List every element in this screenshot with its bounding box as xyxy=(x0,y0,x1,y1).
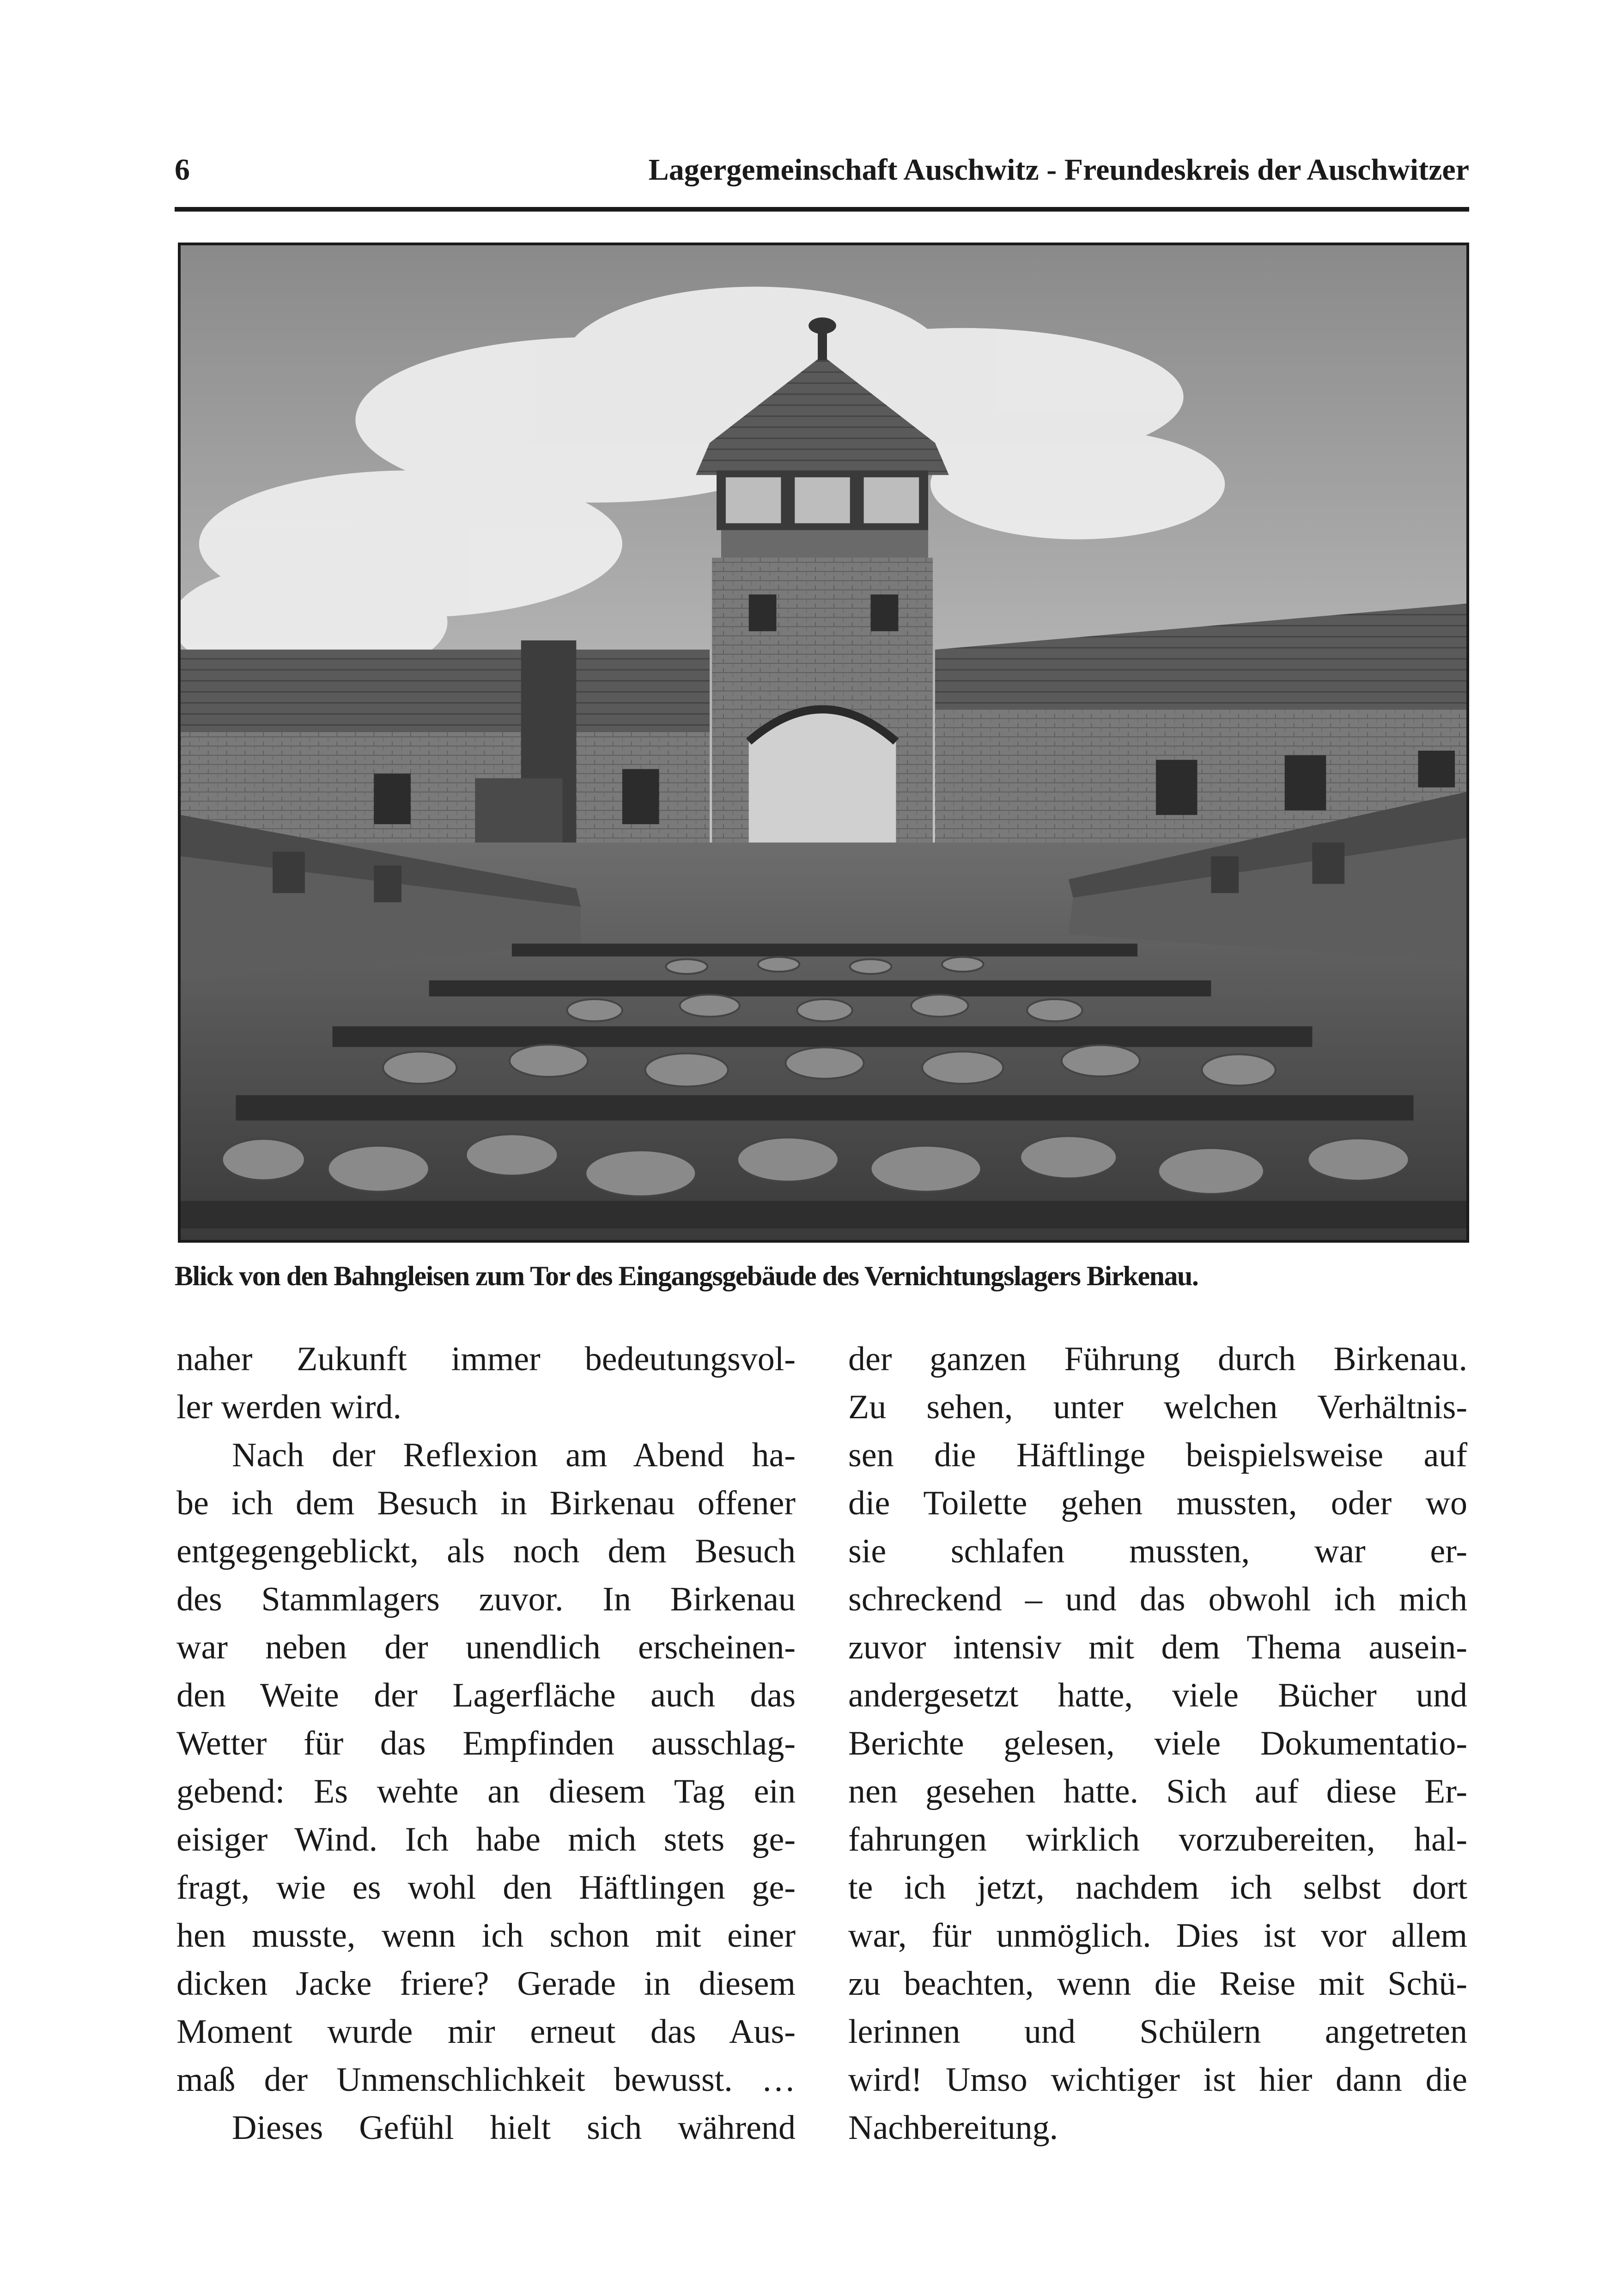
text-line: war neben der unendlich erscheinen- xyxy=(176,1628,796,1666)
text-line: maß der Unmenschlichkeit bewusst. … xyxy=(176,2061,796,2099)
text-line: lerinnen und Schülern angetreten xyxy=(848,2013,1467,2051)
text-line: zu beachten, wenn die Reise mit Schü- xyxy=(848,1965,1467,2003)
text-line: Zu sehen, unter welchen Verhältnis- xyxy=(848,1388,1467,1426)
text-line: Nachbereitung. xyxy=(848,2109,1058,2147)
text-line: Nach der Reflexion am Abend ha- xyxy=(232,1436,796,1474)
text-line: fragt, wie es wohl den Häftlingen ge- xyxy=(176,1869,796,1907)
text-line: dicken Jacke friere? Gerade in diesem xyxy=(176,1965,796,2003)
text-line: Dieses Gefühl hielt sich während xyxy=(232,2109,796,2147)
header-rule xyxy=(175,207,1469,212)
running-title: Lagergemeinschaft Auschwitz - Freundeskreis der Auschwitzer xyxy=(648,153,1469,187)
body-column-right xyxy=(848,1335,1467,2152)
photo-birkenau-gate xyxy=(178,243,1469,1243)
text-line: gebend: Es wehte an diesem Tag ein xyxy=(176,1773,796,1810)
text-line: wird! Umso wichtiger ist hier dann die xyxy=(848,2061,1467,2099)
text-line: der ganzen Führung durch Birkenau. xyxy=(848,1340,1467,1378)
text-line: te ich jetzt, nachdem ich selbst dort xyxy=(848,1869,1467,1907)
text-line: nen gesehen hatte. Sich auf diese Er- xyxy=(848,1773,1467,1810)
text-line: Moment wurde mir erneut das Aus- xyxy=(176,2013,796,2051)
text-line: Wetter für das Empfinden ausschlag- xyxy=(176,1725,796,1762)
text-line: schreckend – und das obwohl ich mich xyxy=(848,1580,1467,1618)
text-line: den Weite der Lagerfläche auch das xyxy=(176,1676,796,1714)
text-line: hen musste, wenn ich schon mit einer xyxy=(176,1917,796,1955)
text-line: zuvor intensiv mit dem Thema ausein- xyxy=(848,1628,1467,1666)
text-line: sie schlafen mussten, war er- xyxy=(848,1532,1467,1570)
body-column-left xyxy=(176,1335,796,2152)
text-line: Berichte gelesen, viele Dokumentatio- xyxy=(848,1725,1467,1762)
text-line: war, für unmöglich. Dies ist vor allem xyxy=(848,1917,1467,1955)
text-line: des Stammlagers zuvor. In Birkenau xyxy=(176,1580,796,1618)
photo-caption: Blick von den Bahngleisen zum Tor des Eingangsgebäude des Vernichtungslagers Birkenau. xyxy=(175,1261,1198,1291)
page-number: 6 xyxy=(175,153,190,187)
text-line: entgegengeblickt, als noch dem Besuch xyxy=(176,1532,796,1570)
text-line: naher Zukunft immer bedeutungsvol- xyxy=(176,1340,796,1378)
text-line: sen die Häftlinge beispielsweise auf xyxy=(848,1436,1467,1474)
text-line: die Toilette gehen mussten, oder wo xyxy=(848,1484,1467,1522)
text-line: ler werden wird. xyxy=(176,1388,401,1426)
text-line: fahrungen wirklich vorzubereiten, hal- xyxy=(848,1821,1467,1859)
photo-illustration xyxy=(181,245,1466,1240)
text-line: andergesetzt hatte, viele Bücher und xyxy=(848,1676,1467,1714)
text-line: be ich dem Besuch in Birkenau offener xyxy=(176,1484,796,1522)
text-line: eisiger Wind. Ich habe mich stets ge- xyxy=(176,1821,796,1859)
